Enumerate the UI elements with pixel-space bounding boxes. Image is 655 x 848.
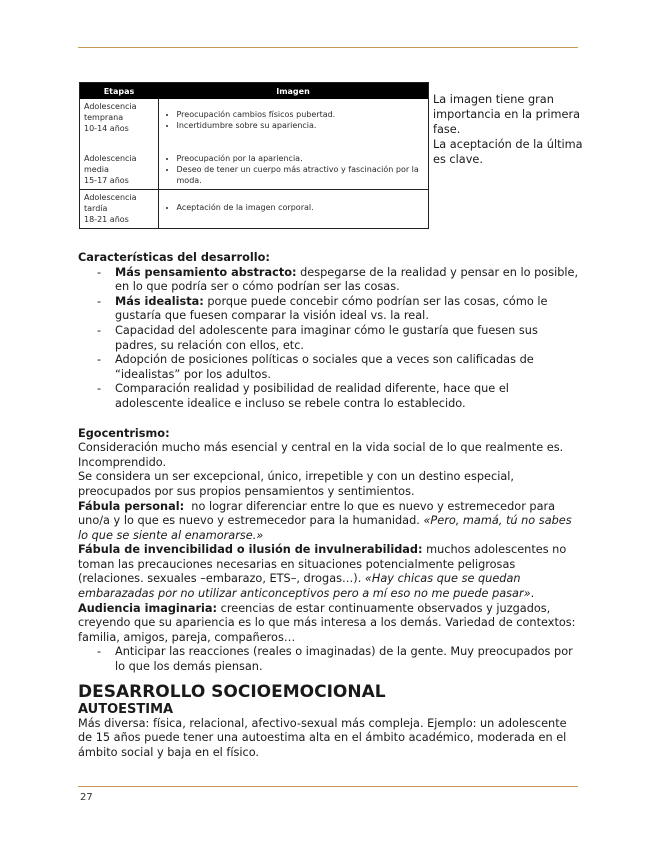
table-row <box>80 151 429 190</box>
characteristics-heading: Características del desarrollo: <box>78 251 270 264</box>
header-rule <box>78 47 578 48</box>
side-note: La imagen tiene gran importancia en la primera fase. La aceptación de la última es clave. <box>433 93 583 166</box>
section-subtitle: AUTOESTIMA <box>78 701 174 717</box>
list-item: • Aceptación de la imagen corporal. <box>177 202 425 213</box>
stages-table <box>79 82 429 229</box>
main-content <box>78 251 580 760</box>
image-cell <box>158 190 429 229</box>
list-item: - Comparación realidad y posibilidad de realidad diferente, hace que el adolescente idealice e incluso se rebele contra lo establecido. <box>78 382 580 411</box>
list-item: • Incertidumbre sobre su apariencia. <box>177 120 425 131</box>
stage-cell: Adolescencia temprana 10-14 años <box>80 99 159 151</box>
list-item: - Más pensamiento abstracto: despegarse de la realidad y pensar en lo posible, en lo que podría ser o cómo podrían ser las cosas. <box>78 266 580 295</box>
paragraph: Fábula de invencibilidad o ilusión de invulnerabilidad: muchos adolescentes no toman las precauciones necesarias en situaciones potencialmente peligrosas (relaciones. sexuales –embarazo, ETS–, drogas…). «Hay chicas que se quedan embarazadas por no utilizar anticonceptivos pero a mí eso no me puede pasar». <box>78 543 567 601</box>
stage-cell: Adolescencia tardía 18-21 años <box>80 190 159 229</box>
list-item: - Anticipar las reacciones (reales o imaginadas) de la gente. Muy preocupados por lo que los demás piensan. <box>78 645 580 674</box>
paragraph: Fábula personal: no lograr diferenciar entre lo que es nuevo y estremecedor para uno/a y lo que es nuevo y estremecedor para la humanidad. «Pero, mamá, tú no sabes lo que se siente al enamorarse.» <box>78 499 572 542</box>
paragraph: Más diversa: física, relacional, afectivo-sexual más compleja. Ejemplo: un adolescente de 15 años puede tener una autoestima alta en el ámbito académico, moderada en el ámbito social y baja en el físico. <box>78 716 567 759</box>
footer-rule <box>78 786 578 787</box>
table-row <box>80 190 429 229</box>
egocentrism-heading: Egocentrismo: <box>78 426 170 440</box>
list-item: - Más idealista: porque puede concebir cómo podrían ser las cosas, cómo le gustaría que fuesen comparar la visión ideal vs. la real. <box>78 295 580 324</box>
paragraph: Audiencia imaginaria: creencias de estar continuamente observados y juzgados, creyendo que su apariencia es lo que más interesa a los demás. Variedad de contextos: familia, amigos, pareja, compañeros… <box>78 601 576 644</box>
characteristics-list <box>78 266 580 412</box>
table-row <box>80 99 429 151</box>
list-item: • Deseo de tener un cuerpo más atractivo y fascinación por la moda. <box>177 164 425 186</box>
audience-list <box>78 645 580 674</box>
image-cell <box>158 151 429 190</box>
list-item: • Preocupación por la apariencia. <box>177 153 425 164</box>
list-item: - Capacidad del adolescente para imaginar cómo le gustaría que fuesen sus padres, su relación con ellos, etc. <box>78 324 580 353</box>
table-header-stage: Etapas <box>80 83 159 100</box>
section-title: DESARROLLO SOCIOEMOCIONAL <box>78 681 386 702</box>
paragraph: Se considera un ser excepcional, único, irrepetible y con un destino especial, preocupados por sus propios pensamientos y sentimientos. <box>78 470 515 498</box>
paragraph: Consideración mucho más esencial y central en la vida social de lo que realmente es. Incomprendido. <box>78 441 564 469</box>
image-cell <box>158 99 429 151</box>
list-item: • Preocupación cambios físicos pubertad. <box>177 109 425 120</box>
page-number: 27 <box>80 792 93 803</box>
stage-cell: Adolescencia media 15-17 años <box>80 151 159 190</box>
list-item: - Adopción de posiciones políticas o sociales que a veces son calificadas de “idealistas” por los adultos. <box>78 353 580 382</box>
table-header-image: Imagen <box>158 83 429 100</box>
